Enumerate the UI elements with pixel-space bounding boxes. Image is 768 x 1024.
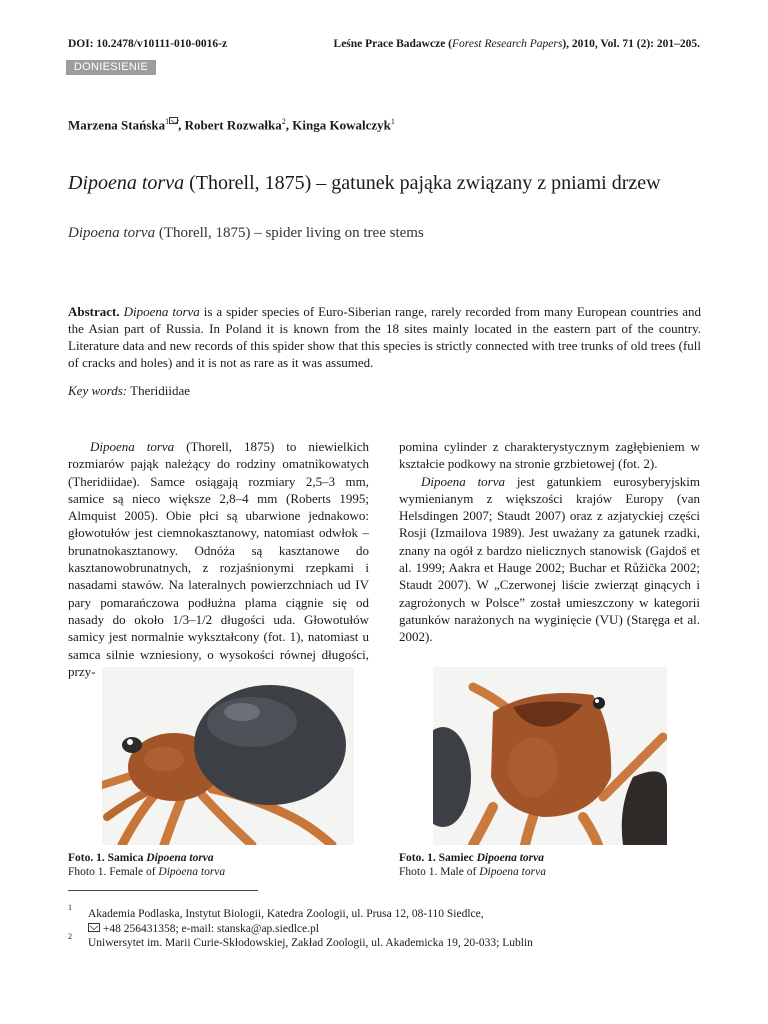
caption-female: Foto. 1. Samica Dipoena torva Fhoto 1. Female of Dipoena torva [68, 852, 226, 878]
envelope-icon [88, 923, 100, 932]
body-column-left [68, 438, 369, 680]
footnote-1: Akademia Podlaska, Instytut Biologii, Katedra Zoologii, ul. Prusa 12, 08-110 Siedlce, +48 256431358; e-mail: stanska@ap.siedlce.pl [88, 908, 484, 935]
abstract: Abstract. Dipoena torva is a spider species of Euro-Siberian range, rarely recorded from many European countries and the Asian part of Russia. In Poland it is known from the 18 sites mainly located in the eastern part of the country. Literature data and new records of this spider show that this species is strictly connected with tree trunks of old trees (full of cracks and holes) and it is not as rare as it was assumed. [68, 304, 701, 370]
body-paragraph: pomina cylinder z charakterystycznym zagłębieniem w kształcie podkowy na stronie grzbietowej (fot. 2). [399, 439, 700, 472]
footnote-2: Uniwersytet im. Marii Curie-Skłodowskiej, Zakład Zoologii, ul. Akademicka 19, 20-033; Lublin [88, 937, 533, 949]
title-english: Dipoena torva (Thorell, 1875) – spider living on tree stems [68, 225, 424, 241]
section-tag: DONIESIENIE [66, 60, 156, 75]
body-paragraph: Dipoena torva jest gatunkiem eurosyberyjskim wymienianym z większości krajów Europy (van Helsdingen 2007; Staudt 2007) oraz z azjatyckiej części Rosji (Izmailova 1989). Jest uważany za gatunek rzadki, znany na ogół z bardzo nielicznych stanowisk (Gajdoš et al. 1999; Aakra et Hauge 2002; Buchar et Růžička 2002; Staudt 2007). W „Czerwonej liście zwierząt ginących i zagrożonych w Polsce” został umieszczony w kategorii gatunków narażonych na wyginięcie (VU) (Staręga et al. 2002). [399, 473, 700, 645]
keywords: Key words: Theridiidae [68, 383, 191, 398]
photo-female-spider [102, 667, 354, 845]
body-column-right [399, 438, 700, 646]
title-polish: Dipoena torva (Thorell, 1875) – gatunek pająka związany z pniami drzew [68, 172, 661, 194]
photo-male-spider [433, 667, 667, 845]
footnote-divider [68, 890, 258, 891]
footnote-number: 2 [68, 932, 72, 941]
body-paragraph: Dipoena torva (Thorell, 1875) to niewielkich rozmiarów pająk należący do rodziny omatnikowatych (Theridiidae). Samce osiągają rozmiary 2,5–3 mm, samice są nieco większe 2,8–4 mm (Roberts 1995; Almquist 2005). Obie płci są ubarwione jednakowo: głowotułów jest ciemnokasztanowy, natomiast odwłok – brunatnokasztanowy. Odnóża są kasztanowe do kasztanowobrunatnych, z rozjaśnionymi rzepkami i nasadami stawów. Na lateralnych powierzchniach ud IV pary pomarańczowa podłużna plama ciągnie się od nasady do około 1/3–1/2 długości uda. Głowotułów samicy jest normalnie wykształcony (fot. 1), natomiast u samca silnie wzniesiony, o wysokości równej długości, przy- [68, 439, 369, 679]
doi-line: DOI: 10.2478/v10111-010-0016-z [68, 38, 228, 50]
author-list: Marzena Stańska$^1$ , Robert Rozwałka$^2$, Kinga Kowalczyk$^1$ [68, 117, 395, 133]
caption-male: Foto. 1. Samiec Dipoena torva Fhoto 1. Male of Dipoena torva [399, 852, 546, 878]
envelope-icon [169, 117, 178, 124]
journal-citation: Leśne Prace Badawcze (Forest Research Papers), 2010, Vol. 71 (2): 201–205. [333, 38, 700, 50]
footnote-number: 1 [68, 903, 72, 912]
